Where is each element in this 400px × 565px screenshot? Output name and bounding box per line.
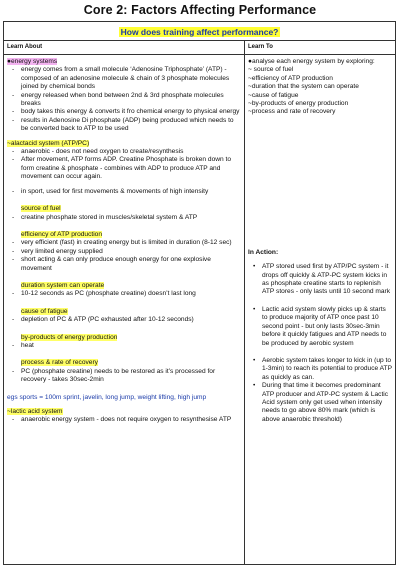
action-item: • ATP stored used first by ATP/PC system - it drops off quickly & ATP-PC system kicks in as phosphate creatine starts to replenish ATP stores - only lasts until 10 second mark — [262, 263, 392, 297]
byproducts-heading: by-products of energy production — [21, 333, 118, 341]
explore-item: ~process and rate of recovery — [248, 108, 336, 116]
fatigue-section — [7, 308, 241, 316]
lactic-heading: ~lactic acid system — [7, 408, 63, 415]
list-item: - energy comes from a small molecule ‘Adenosine Triphosphate’ (ATP) - composed of an adenosine molecule & chain of 3 phosphate molecules joined by chemical bonds — [21, 66, 241, 91]
efficiency-heading: efficiency of ATP production — [21, 230, 103, 238]
list-item: - After movement, ATP forms ADP. Creatine Phosphate is broken down to form creatine & phosphate - combines with ADP to produce ATP and movement can occur again. — [21, 156, 241, 181]
content-table — [3, 21, 396, 565]
fuel-heading: source of fuel — [21, 205, 61, 213]
explore-item: ~cause of fatigue — [248, 91, 299, 99]
explore-item: ~efficiency of ATP production — [248, 74, 333, 82]
byproducts-section — [7, 334, 241, 342]
list-item: - depletion of PC & ATP (PC exhausted after 10-12 seconds) — [21, 316, 241, 324]
explore-item: ~ source of fuel — [248, 66, 294, 74]
action-item: • Aerobic system takes longer to kick in (up to 1-3min) to reach its potential to produce ATP as quickly as can. — [262, 357, 392, 382]
learn-about-column — [7, 58, 241, 425]
in-action-heading: In Action: — [248, 248, 279, 256]
learn-to-header: Learn To — [248, 44, 273, 50]
example-sports: egs sports = 100m sprint, javelin, long jump, weight lifting, high jump — [7, 393, 207, 401]
list-item: - energy released when bond between 2nd & 3rd phosphate molecules breaks — [21, 92, 241, 109]
action-item: • Lactic acid system slowly picks up & starts to produce majority of ATP once past 10 second point - but only lasts 30sec-3min before it quickly fatigues and ATP needs to be produced by aerobic system — [262, 306, 392, 348]
analyse-intro: ●analyse each energy system by exploring: — [248, 58, 375, 65]
alactacid-heading: ~alactacid system (ATP/PC) — [7, 139, 90, 147]
list-item: - results in Adenosine Di phosphate (ADP) being produced which needs to be converted back to ATP to be used — [21, 117, 241, 134]
fuel-section — [7, 205, 241, 213]
action-item: • During that time it becomes predominant ATP producer and ATP-PC system & Lactic Acid system only get used when intensity needs to go above 80% mark (which is above anaerobic threshold) — [262, 382, 392, 424]
list-item: - PC (phosphate creatine) needs to be restored as it’s processed for recovery - takes 30sec-2min — [21, 368, 241, 385]
list-item: - in sport, used for first movements & movements of high intensity — [21, 188, 241, 196]
recovery-section — [7, 359, 241, 367]
learn-to-column — [248, 58, 392, 424]
duration-heading: duration system can operate — [21, 281, 105, 289]
learn-about-header: Learn About — [7, 44, 43, 50]
explore-item: ~duration that the system can operate — [248, 83, 359, 91]
energy-systems-section — [7, 58, 241, 134]
column-header-row — [4, 40, 395, 55]
list-item: - 10-12 seconds as PC (phosphate creatine) doesn’t last long — [21, 290, 241, 298]
list-item: - anaerobic - does not need oxygen to create/resynthesis — [21, 148, 241, 156]
list-item: - anaerobic energy system - does not require oxygen to resynthesise ATP — [21, 416, 241, 424]
question-heading: How does training affect performance? — [120, 27, 279, 37]
recovery-heading: process & rate of recovery — [21, 359, 98, 367]
list-item: - heat — [21, 342, 241, 350]
lactic-section — [7, 408, 241, 425]
explore-item: ~by-products of energy production — [248, 100, 349, 108]
alactacid-section — [7, 140, 241, 196]
duration-section — [7, 282, 241, 290]
list-item: - body takes this energy & converts it fro chemical energy to physical energy — [21, 108, 241, 116]
list-item: - very limited energy supplied — [21, 248, 241, 256]
list-item: - short acting & can only produce enough energy for one explosive movement — [21, 256, 241, 273]
column-divider — [244, 40, 245, 564]
list-item: - creatine phosphate stored in muscles/skeletal system & ATP — [21, 214, 241, 222]
page-title: Core 2: Factors Affecting Performance — [83, 3, 317, 17]
question-row — [4, 22, 395, 41]
fatigue-heading: cause of fatigue — [21, 307, 68, 315]
energy-systems-heading: ●energy systems — [7, 58, 58, 65]
efficiency-section — [7, 231, 241, 239]
list-item: - very efficient (fast) in creating energy but is limited in duration (8-12 sec) — [21, 239, 241, 247]
